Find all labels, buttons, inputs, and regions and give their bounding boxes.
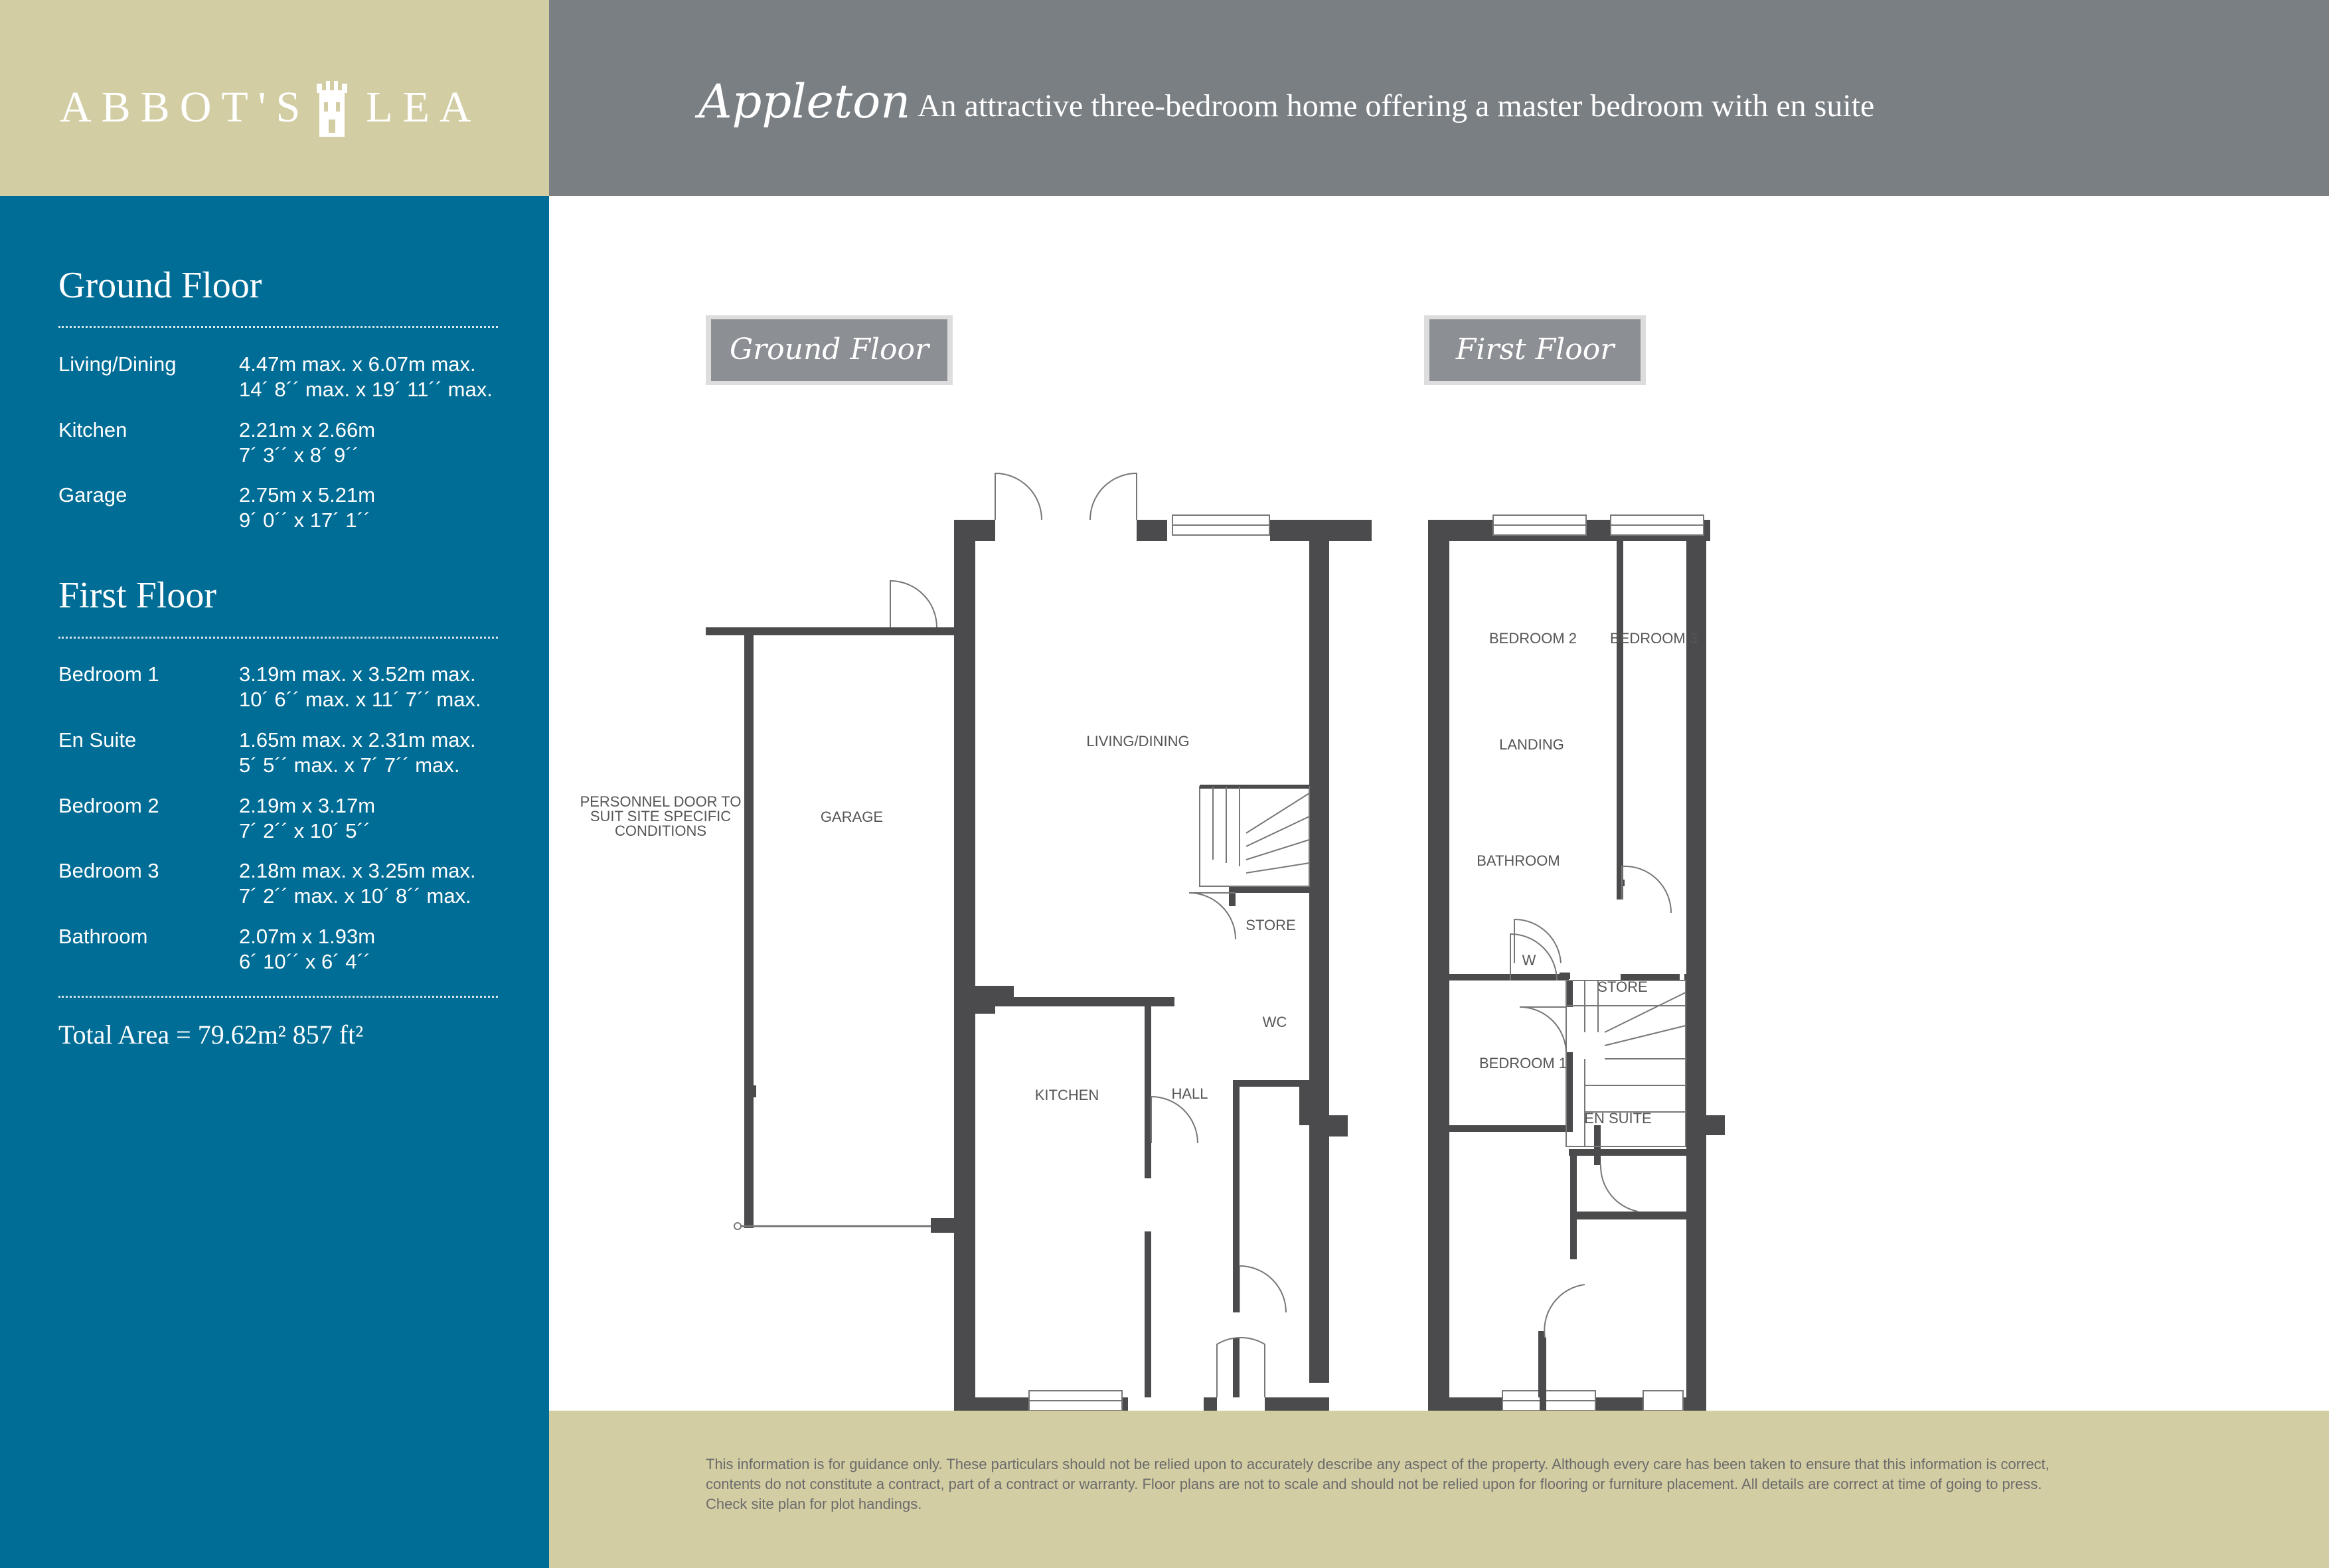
- room-imperial: 7´ 2´´ max. x 10´ 8´´ max.: [239, 884, 471, 907]
- room-label-bedroom2: BEDROOM 2: [1488, 630, 1577, 647]
- room-label-store: STORE: [1245, 917, 1296, 933]
- room-label-wc: WC: [1262, 1014, 1287, 1030]
- room-dimensions-panel: [0, 196, 549, 1568]
- room-label-en-suite: EN SUITE: [1584, 1110, 1652, 1127]
- personnel-door-note-line2: SUIT SITE SPECIFIC: [590, 808, 732, 824]
- wardrobe-label: W: [1522, 952, 1536, 969]
- disclaimer-text: This information is for guidance only. These particulars should not be relied upon to accurately describe any aspect of the property. Although every care has been taken to ensure that this information is correct, contents do not constitute a contract, part of a contract or warranty. Floor plans are not to scale and should not be relied upon for flooring or furniture placement. All details are correct at time of going to press. Check site plan for plot handings.: [706, 1456, 2049, 1512]
- room-label-garage: GARAGE: [820, 809, 884, 825]
- personnel-door-note-line3: CONDITIONS: [614, 823, 707, 839]
- room-label-store: STORE: [1597, 979, 1648, 995]
- abbey-tower-icon: [315, 78, 349, 137]
- logo-text-right: LEA: [366, 83, 481, 131]
- room-metric: 2.19m x 3.17m: [239, 794, 376, 817]
- floor-plans-area: [549, 196, 2329, 1411]
- logo-panel: [0, 0, 549, 196]
- room-metric: 2.75m x 5.21m: [239, 483, 376, 507]
- room-metric: 2.21m x 2.66m: [239, 418, 376, 441]
- room-imperial: 5´ 5´´ max. x 7´ 7´´ max.: [239, 753, 460, 777]
- room-metric: 2.07m x 1.93m: [239, 925, 376, 948]
- room-metric: 2.18m max. x 3.25m max.: [239, 859, 476, 882]
- divider: [58, 637, 498, 639]
- room-name: Bedroom 2: [58, 794, 159, 817]
- divider: [58, 326, 498, 328]
- room-name: En Suite: [58, 728, 137, 751]
- room-imperial: 10´ 6´´ max. x 11´ 7´´ max.: [239, 688, 481, 711]
- room-metric: 3.19m max. x 3.52m max.: [239, 663, 476, 686]
- first-floor-plan: [1428, 515, 1741, 1411]
- footer-band: [549, 1411, 2329, 1568]
- room-name: Kitchen: [58, 418, 127, 441]
- house-name: Appleton: [698, 74, 911, 129]
- room-metric: 4.47m max. x 6.07m max.: [239, 353, 476, 376]
- room-name: Bedroom 3: [58, 859, 159, 882]
- room-name: Bedroom 1: [58, 663, 159, 686]
- brand-logo[interactable]: [60, 78, 481, 137]
- floor-plans-drawing: [549, 196, 2329, 1411]
- room-metric: 1.65m max. x 2.31m max.: [239, 728, 476, 751]
- room-name: Garage: [58, 483, 127, 507]
- ground-floor-plan: [580, 473, 1372, 1411]
- room-imperial: 9´ 0´´ x 17´ 1´´: [239, 509, 371, 532]
- room-imperial: 14´ 8´´ max. x 19´ 11´´ max.: [239, 378, 493, 401]
- logo-text-left: ABBOT'S: [60, 83, 311, 131]
- ground-floor-tag: [706, 315, 953, 385]
- divider: [58, 996, 498, 998]
- total-area: Total Area = 79.62m² 857 ft²: [58, 1020, 364, 1050]
- ground-floor-title: Ground Floor: [58, 265, 262, 306]
- room-name: Bathroom: [58, 925, 148, 948]
- first-floor-title: First Floor: [58, 575, 217, 616]
- first-floor-tag-text: First Floor: [1455, 333, 1615, 366]
- first-floor-tag: [1424, 315, 1646, 385]
- room-name: Living/Dining: [58, 353, 177, 376]
- header-band: [549, 0, 2329, 196]
- room-label-landing: LANDING: [1499, 736, 1564, 753]
- personnel-door-note-line1: PERSONNEL DOOR TO: [580, 793, 742, 810]
- room-label-bedroom1: BEDROOM 1: [1479, 1055, 1567, 1071]
- room-imperial: 7´ 3´´ x 8´ 9´´: [239, 443, 359, 467]
- room-label-bathroom: BATHROOM: [1477, 852, 1560, 869]
- room-label-living-dining: LIVING/DINING: [1086, 733, 1190, 749]
- room-label-hall: HALL: [1171, 1085, 1208, 1102]
- room-label-bedroom3: BEDROOM 3: [1609, 630, 1698, 647]
- room-imperial: 7´ 2´´ x 10´ 5´´: [239, 819, 371, 842]
- room-label-kitchen: KITCHEN: [1034, 1087, 1099, 1103]
- house-tagline: An attractive three-bedroom home offering a master bedroom with en suite: [918, 88, 1875, 123]
- room-imperial: 6´ 10´´ x 6´ 4´´: [239, 950, 371, 973]
- ground-floor-tag-text: Ground Floor: [729, 333, 929, 366]
